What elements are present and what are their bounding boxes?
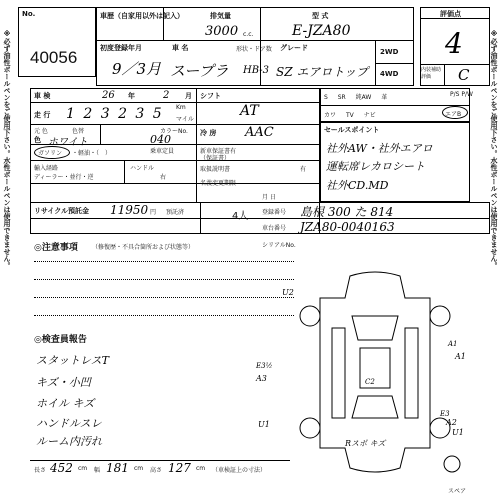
new-car-warranty-sub: （保証書）	[200, 155, 231, 162]
mark-e3: E3	[440, 410, 450, 418]
length-value: 452	[50, 461, 73, 475]
manual-label: 取扱説明書	[200, 166, 231, 173]
shift-value: AT	[240, 103, 259, 119]
mark-u1-right: U1	[452, 428, 464, 437]
inspector-line-4: ハンドルスレ	[36, 417, 102, 430]
equip-navi: ナビ	[363, 112, 376, 119]
shaken-label: 車 検	[34, 92, 51, 100]
outline-label: （車検証上の寸法）	[212, 467, 267, 474]
length-unit: cm	[78, 465, 88, 472]
displacement-value: 3000	[205, 24, 239, 39]
height-unit: cm	[196, 465, 206, 472]
car-name-value: スープラ	[170, 62, 229, 80]
first-reg-value: 9／3月	[112, 60, 162, 78]
deadline-label: 名義変更期限	[200, 180, 237, 187]
mark-a2: A2	[446, 418, 457, 427]
equip-row2	[324, 110, 376, 119]
mark-rear-spoiler: Rスポ キズ	[345, 439, 386, 448]
doors-value: HB-3	[243, 65, 269, 76]
width-label: 幅	[94, 467, 101, 474]
mark-c2: C2	[365, 378, 375, 386]
import-value: ディーラー・並行・逆	[34, 174, 94, 181]
width-unit: cm	[134, 465, 144, 472]
mark-a1-top: A1	[448, 340, 458, 348]
inspector-line-1: スタットレスT	[36, 354, 110, 367]
color-no-value: 040	[150, 133, 171, 146]
plate-value: 島根 300 た 814	[300, 205, 394, 219]
inspector-line-2: キズ・小凹	[36, 376, 91, 389]
displacement-unit: c.c.	[243, 31, 254, 38]
grade-value: SZ エアロトップ	[276, 65, 369, 79]
manual-value: 有	[300, 166, 307, 173]
interior-value: C	[458, 66, 470, 84]
equip-tv: TV	[345, 112, 354, 119]
car-rear-window	[352, 396, 398, 418]
mark-u1-left: U1	[258, 420, 270, 429]
shaken-year: 26	[102, 90, 115, 101]
notes-title: ◎注意事項	[34, 243, 78, 253]
inspector-line-3: ホイル キズ	[36, 397, 95, 410]
serial-label: シリアルNo.	[262, 242, 296, 249]
deadline-value: 月 日	[262, 194, 276, 201]
spare-label: スペア	[448, 488, 467, 495]
mark-a1: A1	[455, 352, 466, 361]
width-value: 181	[106, 461, 129, 475]
color-value: ホワイト	[48, 137, 88, 148]
grade-label: グレード	[280, 44, 308, 52]
length-label: 長さ	[34, 467, 47, 474]
lot-number: 40056	[30, 48, 78, 67]
score-value: 4	[445, 27, 463, 60]
import-label: 輸入経路	[34, 165, 59, 172]
mark-u2: U2	[282, 288, 294, 297]
equip-ps-pw	[450, 91, 473, 98]
color-label: 色替	[72, 128, 85, 135]
fuel-circled: ガソリン	[38, 150, 63, 157]
mileage-label: 走 行	[34, 111, 51, 119]
sales-point-2: 運転席レカロシート	[326, 160, 425, 173]
mark-e3-half: E3½	[256, 362, 273, 370]
recycle-value: 11950	[110, 203, 149, 217]
seats-value: 4人	[232, 211, 249, 222]
wheel-front-right	[430, 306, 450, 326]
mileage-unit-km: Km	[176, 104, 186, 111]
inspector-title: ◎検査員報告	[34, 335, 87, 345]
notes-subtitle: （修復歴・不具合箇所および状態等）	[92, 244, 195, 251]
score-label: 評価点	[440, 10, 461, 18]
shaken-month-unit: 月	[185, 92, 192, 100]
height-label: 高さ	[150, 467, 163, 474]
color-no-label: カラーNo.	[160, 128, 188, 135]
model-value: E-JZA80	[292, 23, 351, 39]
equip-s: S	[324, 94, 328, 101]
mileage-unit-mile: マイル	[176, 116, 194, 123]
displacement-label: 排気量	[210, 12, 231, 20]
recycle-status: 預託済	[166, 209, 185, 216]
interior-label: 内装補助評価	[421, 67, 442, 80]
equip-row1	[324, 92, 387, 101]
handle-value: 右	[160, 174, 167, 181]
equip-kawa: カワ	[324, 112, 337, 119]
mark-a3: A3	[256, 374, 267, 383]
car-right-side	[405, 328, 418, 418]
color-prefix: 色	[34, 136, 41, 144]
model-label: 型 式	[312, 12, 329, 20]
aircon-value: AAC	[245, 125, 274, 140]
equip-sr: SR	[337, 94, 346, 101]
recycle-label: リサイクル預託金	[34, 207, 90, 215]
no-label: No.	[22, 10, 36, 18]
fuel-options: ・軽油・（ ）	[72, 150, 112, 157]
drive-4wd: 4WD	[380, 70, 399, 78]
equip-pw: P/W	[461, 91, 473, 98]
inspector-line-5: ルーム内汚れ	[36, 435, 102, 448]
sales-point-1: 社外AW・社外エアロ	[326, 142, 433, 155]
drive-2wd: 2WD	[380, 48, 399, 56]
shaken-month: 2	[163, 90, 170, 101]
plate-label: 登録番号	[262, 209, 287, 216]
recycle-unit: 円	[150, 209, 157, 216]
history-label: 車歴（自家用以外は記入）	[100, 12, 184, 20]
equip-leather: 革	[381, 94, 388, 101]
equip-ps: P/S	[450, 91, 460, 98]
wheel-front-left	[300, 306, 320, 326]
chassis-value: JZA80-0040163	[300, 220, 395, 234]
original-color-label: 元 色	[34, 128, 48, 135]
handle-label: ハンドル	[130, 165, 155, 172]
aircon-label: 冷 房	[200, 129, 217, 137]
seats-label: 乗車定員	[150, 148, 175, 155]
spare-wheel	[444, 456, 460, 472]
doors-label: 形状・ドア数	[236, 46, 272, 53]
sales-point-3: 社外CD.MD	[326, 179, 389, 192]
car-name-label: 車 名	[172, 44, 189, 52]
mileage-value: 1 2 3 2 3 5	[66, 106, 164, 122]
car-left-side	[332, 328, 345, 418]
height-value: 127	[168, 461, 191, 475]
sales-points-label: セールスポイント	[324, 126, 380, 134]
wheel-rear-left	[300, 418, 320, 438]
side-note-left: ※必ず油性ボールペンをご使用下さい。水性ボールペンは使用できません。	[3, 30, 11, 269]
equip-airbag: エアB	[445, 111, 462, 118]
chassis-label: 車台番号	[262, 225, 287, 232]
car-windshield	[352, 316, 398, 340]
side-note-right: ※必ず油性ボールペンをご使用下さい。水性ボールペンは使用できません。	[490, 30, 498, 269]
first-reg-label: 初度登録年月	[100, 44, 142, 52]
shaken-year-unit: 年	[128, 92, 135, 100]
shift-label: シフト	[200, 92, 221, 100]
new-car-warranty-label: 新車保証書有	[200, 148, 237, 155]
equip-aw: 純AW	[355, 94, 372, 101]
